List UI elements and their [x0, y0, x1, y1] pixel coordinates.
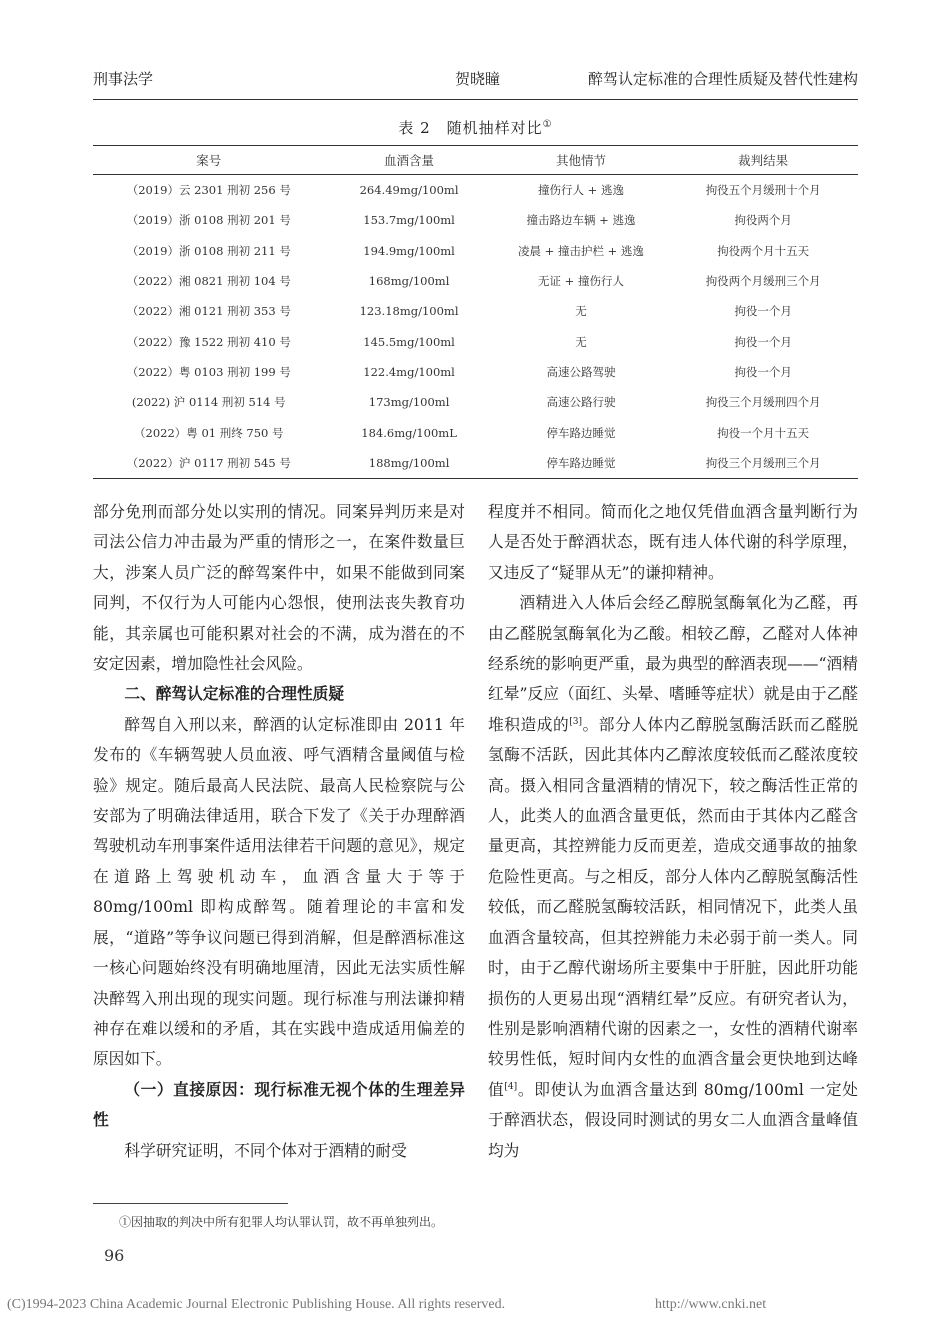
page-number: 96	[104, 1246, 125, 1265]
cell-case-number: （2019）浙 0108 刑初 201 号	[126, 213, 291, 228]
cell-verdict: 拘役两个月	[734, 213, 792, 228]
paragraph: 酒精进入人体后会经乙醇脱氢酶氧化为乙醛，再由乙醛脱氢酶氧化为乙酸。相较乙醇，乙醛对人体神经系统的影响更严重，最为典型的醉酒表现——“酒精红晕”反应（面红、头晕、嗜睡等症状）就是由于乙醛堆积造成的[3]。部分人体内乙醇脱氢酶活跃而乙醛脱氢酶不活跃，因此其体内乙醇浓度较低而乙醛浓度较高。摄入相同含量酒精的情况下，较之酶活性正常的人，此类人的血酒含量更低，然而由于其体内乙醛含量更高，其控辨能力反而更差，造成交通事故的抽象危险性更高。与之相反，部分人体内乙醇脱氢酶活性较低，而乙醛脱氢酶较活跃，相同情况下，此类人虽血酒含量较高，但其控辨能力未必弱于前一类人。同时，由于乙醇代谢场所主要集中于肝脏，因此肝功能损伤的人更易出现“酒精红晕”反应。有研究者认为，性别是影响酒精代谢的因素之一，女性的酒精代谢率较男性低，短时间内女性的血酒含量会更快地到达峰值[4]。即使认为血酒含量达到 80mg/100ml 一定处于醉酒状态，假设同时测试的男女二人血酒含量峰值均为	[488, 593, 859, 1160]
cell-other-circumstances: 停车路边睡觉	[494, 448, 669, 479]
table-row	[93, 448, 858, 479]
cell-blood-alcohol: 123.18mg/100ml	[359, 304, 459, 319]
cell-verdict: 拘役一个月	[734, 304, 792, 319]
cell-verdict: 拘役五个月缓刑十个月	[705, 183, 821, 198]
subsection-heading-1: （一）直接原因：现行标准无视个体的生理差异性	[93, 1079, 465, 1130]
case-comparison-table	[93, 145, 858, 479]
cell-case-number: （2019）浙 0108 刑初 211 号	[126, 243, 291, 258]
paragraph-continued: 部分免刑而部分处以实刑的情况。同案异判历来是对司法公信力冲击最为严重的情形之一，在案件数量巨大，涉案人员广泛的醉驾案件中，如果不能做到同案同判，不仅行为人可能内心怨恨，使刑法丧失教育功能，其亲属也可能积累对社会的不满，成为潜在的不安定因素，增加隐性社会风险。	[93, 502, 465, 674]
cell-case-number: （2022）湘 0121 刑初 353 号	[126, 304, 291, 319]
cell-blood-alcohol: 145.5mg/100ml	[363, 334, 455, 349]
body-right-column	[488, 497, 858, 1166]
cell-other-circumstances: 凌晨 + 撞击护栏 + 逃逸	[518, 243, 644, 258]
table-header-row	[93, 146, 858, 175]
cell-other-circumstances: 高速公路行驶	[546, 395, 616, 410]
cell-blood-alcohol: 194.9mg/100ml	[363, 243, 455, 258]
header-journal-section: 刑事法学	[93, 70, 154, 88]
cell-case-number: （2022）湘 0821 刑初 104 号	[126, 274, 291, 289]
table-row	[93, 266, 858, 296]
cell-other-circumstances: 无	[575, 334, 587, 349]
table-title: 表 2 随机抽样对比①	[398, 119, 553, 137]
cell-verdict: 拘役三个月缓刑三个月	[668, 448, 858, 479]
body-left-column	[93, 497, 465, 1166]
cell-other-circumstances: 撞击路边车辆 + 逃逸	[526, 213, 636, 228]
running-header	[93, 68, 858, 92]
paragraph: 醉驾自入刑以来，醉酒的认定标准即由 2011 年发布的《车辆驾驶人员血液、呼气酒精含量阈值与检验》规定。随后最高人民法院、最高人民检察院与公安部为了明确法律适用，联合下发了《关于办理醉酒驾驶机动车刑事案件适用法律若干问题的意见》，规定在道路上驾驶机动车，血酒含量大于等于 80mg/100ml 即构成醉驾。随着理论的丰富和发展，“道路”等争议问题已得到消解，但是醉酒标准这一核心问题始终没有明确地厘清，因此无法实质性解决醉驾入刑出现的现实问题。现行标准与刑法谦抑精神存在难以缓和的矛盾，其在实践中造成适用偏差的原因如下。	[93, 714, 465, 1069]
column-header-case-number: 案号	[93, 146, 325, 175]
paragraph: 科学研究证明，不同个体对于酒精的耐受	[124, 1140, 407, 1160]
cell-case-number: （2022）沪 0117 刑初 545 号	[93, 448, 325, 479]
cell-blood-alcohol: 168mg/100ml	[368, 274, 450, 289]
table-row	[93, 417, 858, 447]
table-row	[93, 357, 858, 387]
cell-other-circumstances: 高速公路驾驶	[546, 364, 616, 379]
cell-blood-alcohol: 173mg/100ml	[368, 395, 450, 410]
cell-case-number: （2019）云 2301 刑初 256 号	[126, 183, 291, 198]
cell-case-number: (2022) 沪 0114 刑初 514 号	[131, 395, 286, 410]
cell-blood-alcohol: 122.4mg/100ml	[363, 364, 455, 379]
table-row	[93, 326, 858, 356]
citation-4: [4]	[504, 1081, 518, 1092]
citation-3: [3]	[569, 716, 582, 727]
cell-verdict: 拘役一个月十五天	[717, 425, 810, 440]
cell-other-circumstances: 撞伤行人 + 逃逸	[538, 183, 624, 198]
cell-verdict: 拘役两个月十五天	[717, 243, 810, 258]
copyright-notice: (C)1994-2023 China Academic Journal Electronic Publishing House. All rights reserved.	[7, 1297, 506, 1312]
table-row	[93, 296, 858, 326]
cell-verdict: 拘役一个月	[734, 334, 792, 349]
cell-other-circumstances: 无证 + 撞伤行人	[538, 274, 624, 289]
table-row	[93, 387, 858, 417]
cell-other-circumstances: 停车路边睡觉	[546, 425, 616, 440]
cell-blood-alcohol: 264.49mg/100ml	[359, 183, 459, 198]
cell-blood-alcohol: 153.7mg/100ml	[363, 213, 455, 228]
cell-blood-alcohol: 184.6mg/100mL	[361, 425, 457, 440]
section-heading-2: 二、醉驾认定标准的合理性质疑	[124, 684, 345, 704]
cell-case-number: （2022）粤 0103 刑初 199 号	[126, 364, 291, 379]
paragraph-continued: 程度并不相同。简而化之地仅凭借血酒含量判断行为人是否处于醉酒状态，既有违人体代谢的科学原理，又违反了“疑罪从无”的谦抑精神。	[488, 502, 858, 582]
header-author: 贺晓瞳	[455, 70, 501, 88]
publisher-url[interactable]: http://www.cnki.net	[655, 1297, 767, 1312]
cell-verdict: 拘役一个月	[734, 364, 792, 379]
cell-case-number: （2022）粤 01 刑终 750 号	[134, 425, 284, 440]
cell-blood-alcohol: 188mg/100ml	[325, 448, 494, 479]
header-article-title: 醉驾认定标准的合理性质疑及替代性建构	[587, 70, 858, 88]
header-rule	[93, 99, 858, 100]
table-row	[93, 205, 858, 235]
table-row	[93, 236, 858, 266]
footnote-rule	[93, 1203, 288, 1204]
footnote: ①因抽取的判决中所有犯罪人均认罪认罚，故不再单独列出。	[119, 1215, 444, 1229]
cell-case-number: （2022）豫 1522 刑初 410 号	[126, 334, 291, 349]
table-title-footnote-marker: ①	[542, 119, 553, 130]
cell-verdict: 拘役两个月缓刑三个月	[705, 274, 821, 289]
column-header-blood-alcohol: 血酒含量	[325, 146, 494, 175]
column-header-other-circumstances: 其他情节	[494, 146, 669, 175]
table-row	[93, 175, 858, 206]
cell-verdict: 拘役三个月缓刑四个月	[705, 395, 821, 410]
column-header-verdict: 裁判结果	[668, 146, 858, 175]
cell-other-circumstances: 无	[575, 304, 587, 319]
